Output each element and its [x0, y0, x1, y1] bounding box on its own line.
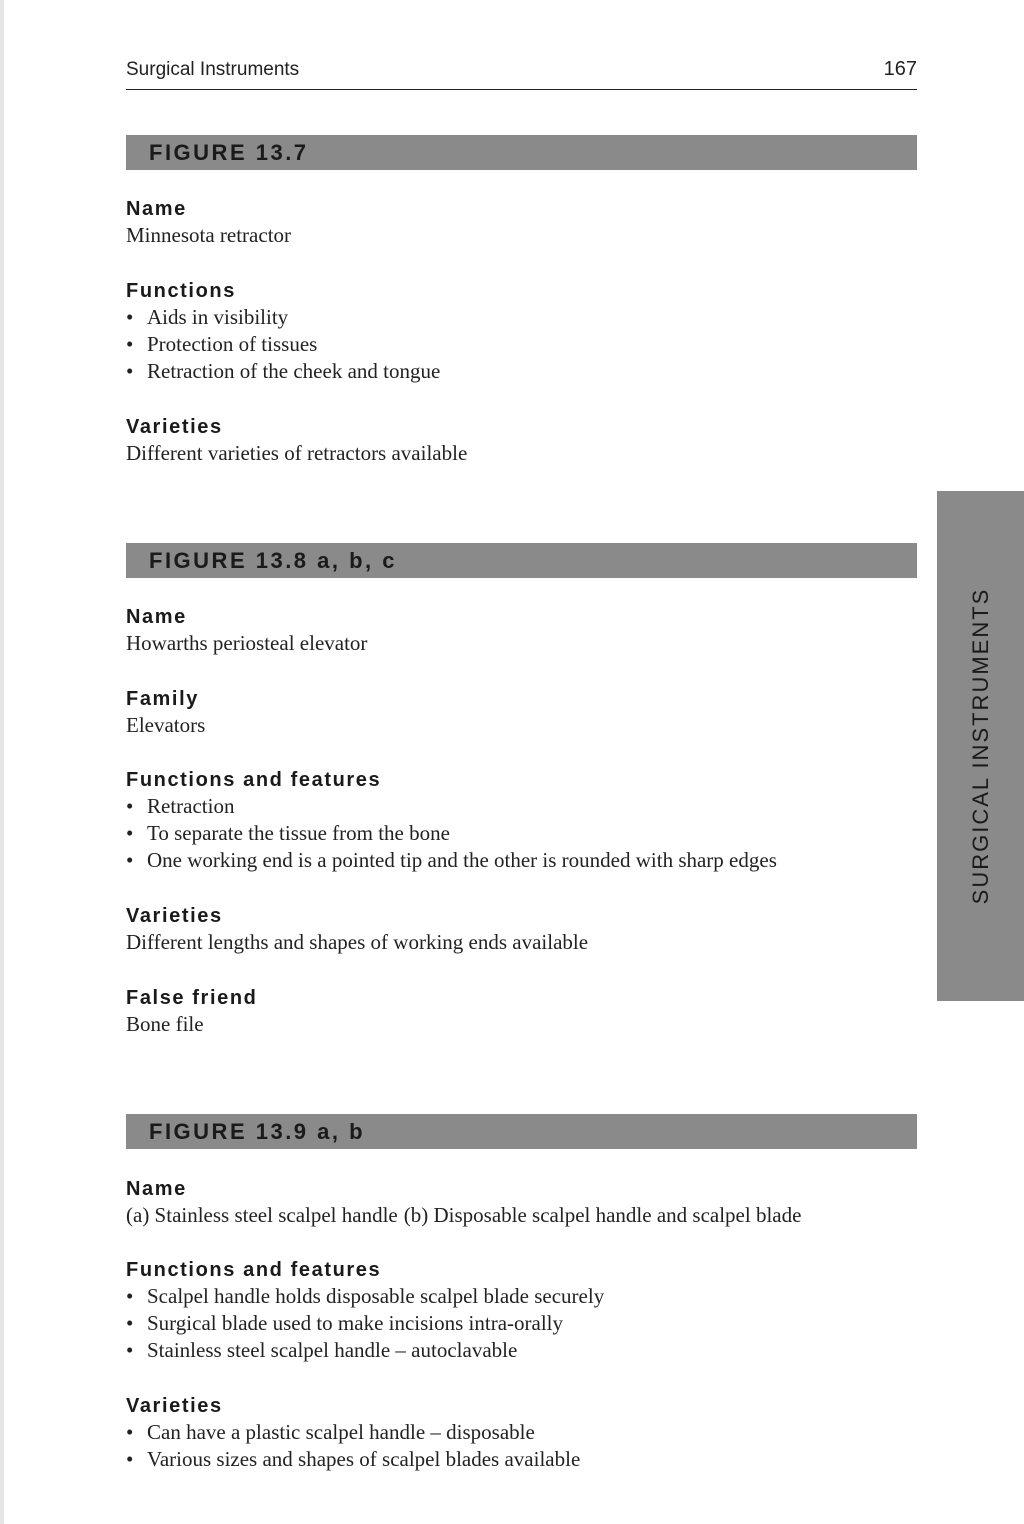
page-number: 167	[883, 58, 917, 80]
fig-13-8-varieties-section	[126, 903, 906, 956]
list-item: • Aids in visibility	[126, 304, 906, 331]
figure-13-8-header: FIGURE 13.8 a, b, c	[126, 543, 917, 578]
list-item: • Various sizes and shapes of scalpel blades available	[126, 1446, 906, 1473]
fig-13-8-functions-section	[126, 767, 906, 874]
functions-list	[126, 1283, 906, 1364]
fig-13-9-functions-section	[126, 1257, 906, 1364]
fig-13-7-name-section	[126, 196, 906, 249]
section-heading: Varieties	[126, 1395, 223, 1417]
fig-13-7-varieties-section	[126, 414, 906, 467]
instrument-name-b: (b) Disposable scalpel handle and scalpel blade	[403, 1203, 802, 1227]
section-heading: Name	[126, 1178, 187, 1200]
fig-13-7-functions-section	[126, 278, 906, 385]
section-heading: Family	[126, 688, 199, 710]
list-item: • To separate the tissue from the bone	[126, 820, 906, 847]
page-edge	[0, 0, 4, 1524]
section-heading: Varieties	[126, 905, 223, 927]
instrument-name: Minnesota retractor	[126, 223, 292, 247]
fig-13-9-name-section	[126, 1176, 906, 1229]
section-heading: Functions	[126, 280, 236, 302]
section-heading: Name	[126, 198, 187, 220]
fig-13-9-varieties-section	[126, 1393, 906, 1473]
section-heading: Functions and features	[126, 1259, 382, 1281]
section-heading: False friend	[126, 987, 258, 1009]
list-item: • One working end is a pointed tip and the other is rounded with sharp edges	[126, 847, 906, 874]
instrument-name	[126, 1202, 906, 1229]
list-item: • Scalpel handle holds disposable scalpel blade securely	[126, 1283, 906, 1310]
list-item: • Can have a plastic scalpel handle – disposable	[126, 1419, 906, 1446]
section-thumb-tab	[937, 491, 1024, 1001]
list-item: • Retraction of the cheek and tongue	[126, 358, 906, 385]
section-heading: Varieties	[126, 416, 223, 438]
functions-list	[126, 793, 906, 874]
varieties-list	[126, 1419, 906, 1473]
running-head-title: Surgical Instruments	[126, 59, 300, 80]
fig-13-8-false-friend-section	[126, 985, 906, 1038]
side-tab-label: SURGICAL INSTRUMENTS	[967, 587, 993, 905]
figure-13-9-header: FIGURE 13.9 a, b	[126, 1114, 917, 1149]
fig-13-8-family-section	[126, 686, 906, 739]
running-head	[126, 58, 917, 90]
figure-13-7-header: FIGURE 13.7	[126, 135, 917, 170]
fig-13-8-name-section	[126, 604, 906, 657]
family-text: Elevators	[126, 713, 206, 737]
instrument-name-a: (a) Stainless steel scalpel handle	[126, 1203, 398, 1227]
list-item: • Stainless steel scalpel handle – autoclavable	[126, 1337, 906, 1364]
section-heading: Functions and features	[126, 769, 382, 791]
instrument-name: Howarths periosteal elevator	[126, 631, 368, 655]
varieties-text: Different lengths and shapes of working ends available	[126, 930, 589, 954]
varieties-text: Different varieties of retractors available	[126, 441, 468, 465]
functions-list	[126, 304, 906, 385]
section-heading: Name	[126, 606, 187, 628]
list-item: • Surgical blade used to make incisions intra-orally	[126, 1310, 906, 1337]
list-item: • Protection of tissues	[126, 331, 906, 358]
list-item: • Retraction	[126, 793, 906, 820]
false-friend-text: Bone file	[126, 1012, 204, 1036]
